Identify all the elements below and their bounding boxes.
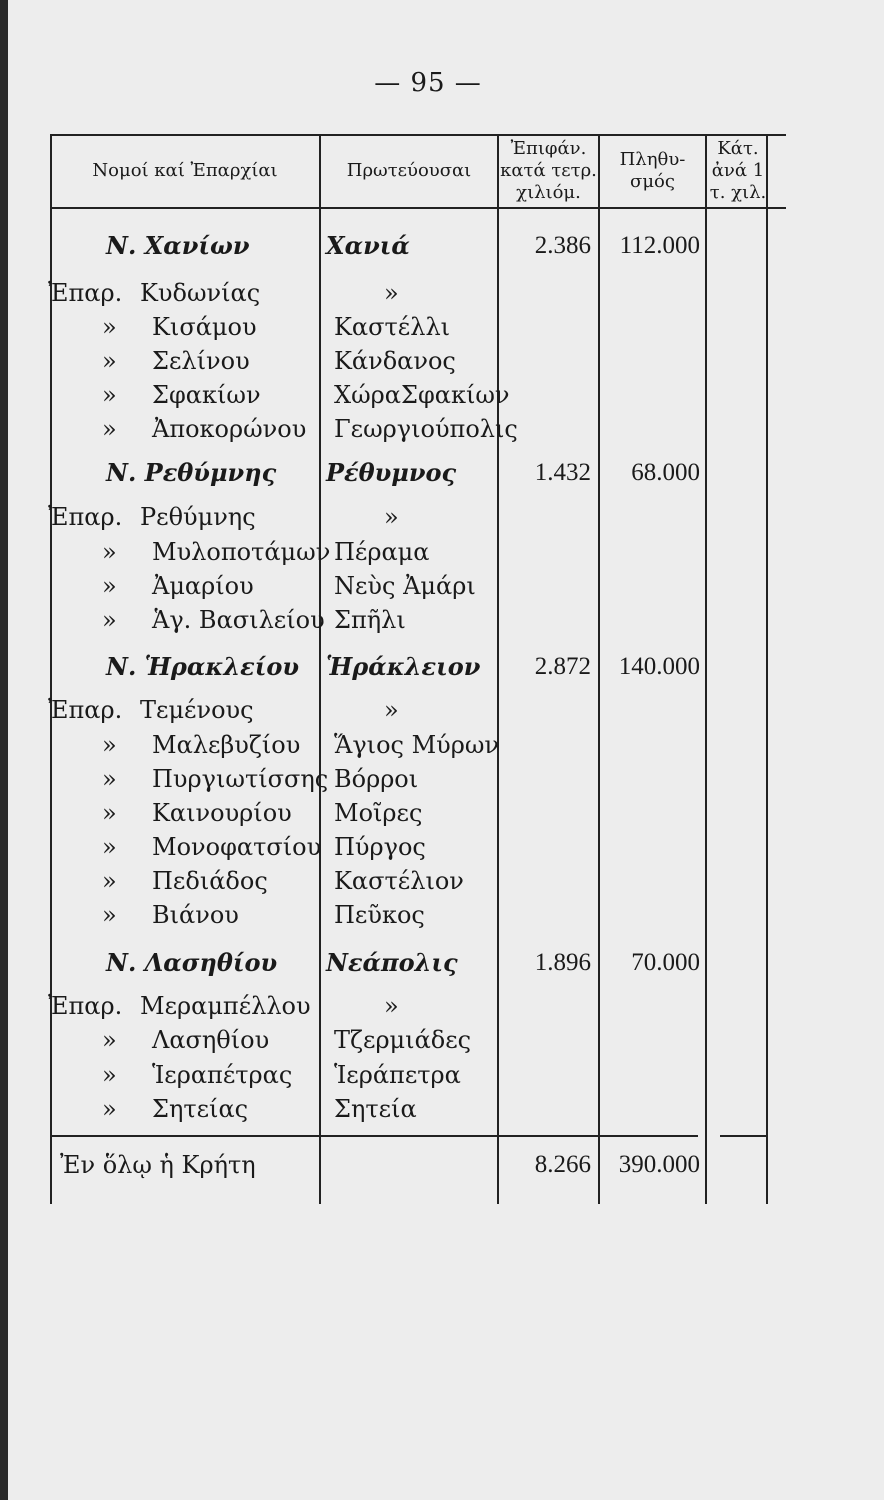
eparchy-prefix: » [102,901,117,929]
eparchy-name: Τεμένους [140,696,254,724]
nomos-name: Ν. Λασηθίου [106,948,278,977]
eparchy-prefix: » [102,1061,117,1089]
eparchy-name: Καινουρίου [152,799,292,827]
eparchy-name: Μονοφατσίου [152,833,322,861]
eparchy-capital: Κάνδανος [334,347,456,375]
eparchy-capital: Ἱεράπετρα [334,1061,461,1089]
nomos-population: 112.000 [619,232,700,259]
nomos-name: Ν. Χανίων [106,231,250,260]
eparchy-prefix: » [102,731,117,759]
nomos-name: Ν. Ἡρακλείου [106,652,300,681]
eparchy-prefix: » [102,347,117,375]
eparchy-capital: Ἅγιος Μύρων [334,731,500,759]
eparchy-prefix: » [102,606,117,634]
eparchy-name: Πυργιωτίσσης [152,765,329,793]
eparchy-prefix: » [102,765,117,793]
column-divider-5 [705,134,707,1204]
document-page [8,0,884,1500]
nomos-capital: Ἡράκλειον [326,652,481,681]
eparchy-name: Μαλεβυζίου [152,731,301,759]
eparchy-capital: » [384,992,399,1020]
eparchy-capital: Τζερμιάδες [334,1026,472,1054]
nomos-area: 1.896 [534,949,591,976]
total-rule [50,1135,698,1137]
eparchy-name: Ρεθύμνης [140,503,256,531]
eparchy-prefix: » [102,313,117,341]
eparchy-capital: Πύργος [334,833,426,861]
nomos-population: 70.000 [631,949,700,976]
eparchy-capital: Πέραμα [334,538,430,566]
eparchy-name: Μεραμπέλλου [140,992,311,1020]
eparchy-capital: Μοῖρες [334,799,423,827]
eparchy-name: Κυδωνίας [140,279,261,307]
total-population: 390.000 [618,1151,700,1178]
header-col4: Πληθυ- σμός [619,149,686,192]
eparchy-name: Ἀμαρίου [152,572,254,600]
header-col5: Κάτ. ἀνά 1 τ. χιλ. [709,138,767,203]
eparchy-capital: Γεωργιούπολις [334,415,518,443]
eparchy-capital: Σπῆλι [334,606,406,634]
eparchy-prefix: » [102,867,117,895]
nomos-area: 2.872 [534,653,591,680]
eparchy-prefix: Ἐπαρ. [48,279,123,307]
total-area: 8.266 [534,1151,591,1178]
eparchy-prefix: Ἐπαρ. [48,992,123,1020]
eparchy-name: Λασηθίου [152,1026,270,1054]
eparchy-prefix: » [102,833,117,861]
nomos-name: Ν. Ρεθύμνης [106,458,277,487]
eparchy-capital: Νεὺς Ἀμάρι [334,572,476,600]
nomos-population: 140.000 [618,653,700,680]
nomos-population: 68.000 [631,459,700,486]
eparchy-capital: Βόρροι [334,765,419,793]
nomos-capital: Χανιά [326,231,410,260]
eparchy-capital: Καστέλιον [334,867,464,895]
eparchy-name: Κισάμου [152,313,257,341]
nomos-capital: Ρέθυμνος [326,458,457,487]
eparchy-capital: » [384,279,399,307]
nomos-area: 1.432 [534,459,591,486]
eparchy-name: Σητείας [152,1095,249,1123]
eparchy-prefix: » [102,1095,117,1123]
header-bottom-rule [50,207,786,209]
total-label: Ἐν ὅλῳ ἡ Κρήτη [60,1151,256,1179]
eparchy-capital: ΧώραΣφακίων [334,381,510,409]
column-divider-2 [319,134,321,1204]
eparchy-capital: Καστέλλι [334,313,451,341]
eparchy-capital: Πεῦκος [334,901,425,929]
eparchy-name: Ἁγ. Βασιλείου [152,606,325,634]
eparchy-name: Σφακίων [152,381,261,409]
table-top-rule [50,134,786,136]
eparchy-name: Ἱεραπέτρας [152,1061,293,1089]
eparchy-prefix: » [102,415,117,443]
column-divider-right [766,134,768,1204]
book-spine-edge [0,0,8,1500]
total-rule-right [720,1135,766,1137]
nomos-area: 2.386 [534,232,591,259]
eparchy-capital: » [384,696,399,724]
eparchy-name: Ἀποκορώνου [152,415,307,443]
eparchy-name: Πεδιάδος [152,867,268,895]
eparchy-capital: » [384,503,399,531]
nomos-capital: Νεάπολις [326,948,458,977]
eparchy-prefix: Ἐπαρ. [48,696,123,724]
page-number: — 95 — [374,68,482,98]
eparchy-prefix: » [102,572,117,600]
header-col1: Νομοί καί Ἐπαρχίαι [92,160,278,181]
eparchy-prefix: Ἐπαρ. [48,503,123,531]
eparchy-capital: Σητεία [334,1095,417,1123]
eparchy-prefix: » [102,381,117,409]
eparchy-name: Μυλοποτάμων [152,538,331,566]
eparchy-prefix: » [102,1026,117,1054]
eparchy-name: Σελίνου [152,347,250,375]
header-col3: Ἐπιφάν. κατά τετρ. χιλιόμ. [500,138,597,203]
eparchy-name: Βιάνου [152,901,239,929]
header-col2: Πρωτεύουσαι [346,160,472,181]
eparchy-prefix: » [102,538,117,566]
eparchy-prefix: » [102,799,117,827]
